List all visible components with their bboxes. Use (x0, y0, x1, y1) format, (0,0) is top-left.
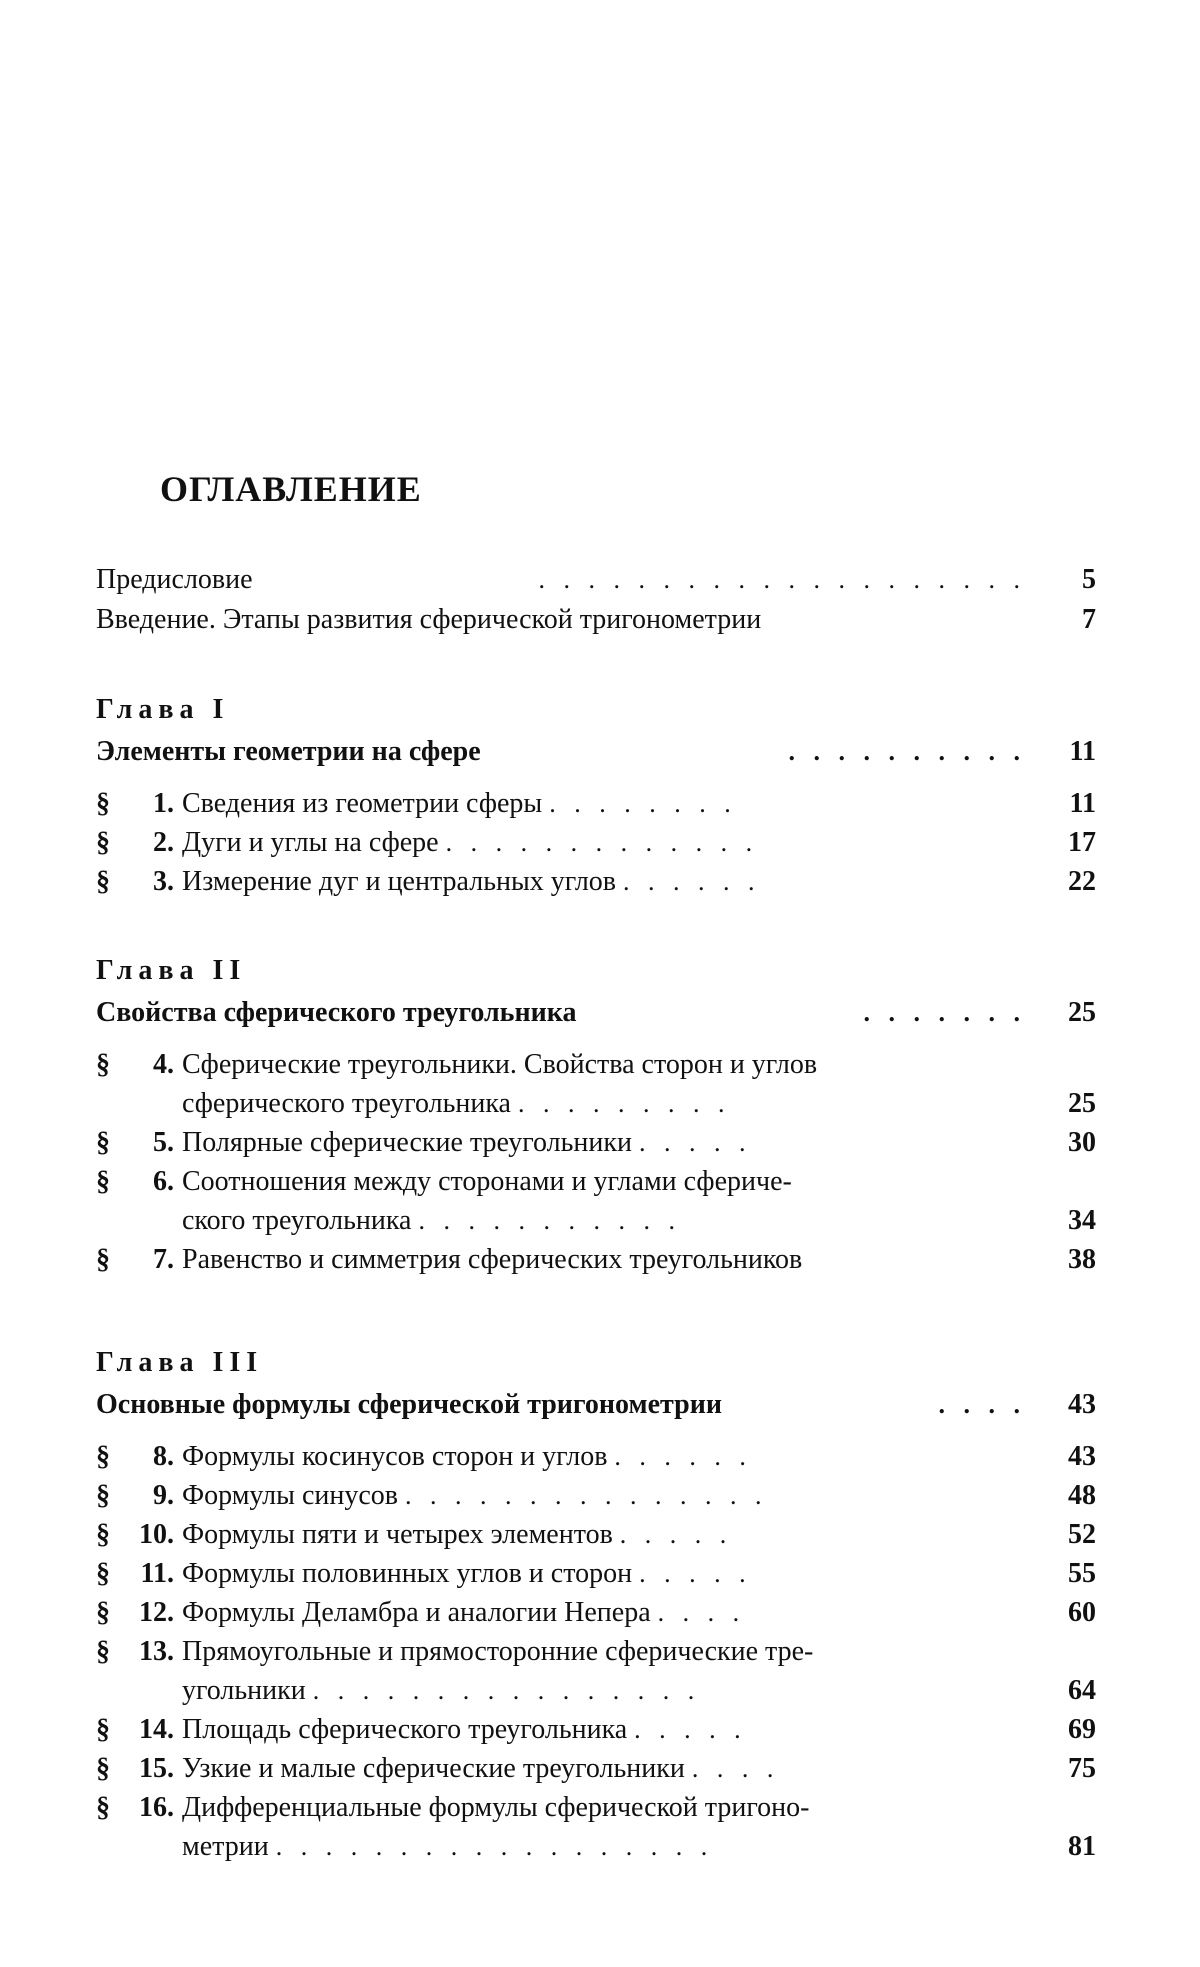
section-number: 1. (153, 788, 174, 819)
section-sign: § (96, 1519, 110, 1550)
leader-dots: . . . . . . . . . . . . . . . . (312, 1676, 701, 1705)
chapter-title-label: Свойства сферического треугольника (96, 997, 577, 1028)
toc-section (96, 1788, 1096, 1866)
section-title: Сферические треугольники. Свойства сторон и углов (182, 1049, 818, 1080)
toc-section (96, 1749, 1096, 1788)
leader-dots: . . . . (691, 1754, 780, 1783)
page-number: 75 (1068, 1753, 1096, 1784)
chapter-heading: Глава II (96, 955, 247, 986)
page-number: 25 (1068, 997, 1096, 1028)
section-title: Формулы Деламбра и аналогии Непера (182, 1597, 651, 1628)
section-sign: § (96, 1753, 110, 1784)
toc-entry-preface (96, 560, 1096, 600)
leader-dots: . . . . . . . . . . (788, 737, 1026, 766)
section-sign: § (96, 1792, 110, 1823)
section-title: Дифференциальные формулы сферической тригоно- (182, 1792, 810, 1823)
section-title-cont: ского треугольника (182, 1205, 412, 1236)
section-title: Соотношения между сторонами и углами сфериче- (182, 1166, 792, 1197)
section-sign: § (96, 1049, 110, 1080)
section-number: 12. (139, 1597, 174, 1628)
section-sign: § (96, 1558, 110, 1589)
section-title: Равенство и симметрия сферических треугольников (182, 1244, 803, 1275)
page-number: 48 (1068, 1480, 1096, 1511)
toc-section (96, 1437, 1096, 1476)
page-number: 30 (1068, 1127, 1096, 1158)
leader-dots: . . . . . . . . . . . . . (445, 828, 759, 857)
leader-dots: . . . . . . . . . . . . . . . . . . . . (538, 565, 1026, 594)
leader-dots: . . . . . (639, 1559, 752, 1588)
toc-section (96, 1123, 1096, 1162)
section-number: 15. (139, 1753, 174, 1784)
page-number: 60 (1068, 1597, 1096, 1628)
page-number: 7 (1082, 604, 1096, 635)
toc-section (96, 1554, 1096, 1593)
toc-section (96, 862, 1096, 901)
section-title: Измерение дуг и центральных углов (182, 866, 617, 897)
section-number: 13. (139, 1636, 174, 1667)
chapter-title-label: Элементы геометрии на сфере (96, 736, 481, 767)
section-sign: § (96, 1244, 110, 1275)
section-title: Формулы половинных углов и сторон (182, 1558, 633, 1589)
section-sign: § (96, 1714, 110, 1745)
leader-dots: . . . . . . . . (549, 789, 737, 818)
page-number: 64 (1068, 1675, 1096, 1706)
page-number: 11 (1069, 788, 1096, 819)
section-sign: § (96, 1441, 110, 1472)
page-title: ОГЛАВЛЕНИЕ (160, 469, 422, 509)
section-title: Сведения из геометрии сферы (182, 788, 543, 819)
chapter-title (96, 730, 1096, 774)
section-sign: § (96, 1636, 110, 1667)
page-number: 22 (1068, 866, 1096, 897)
leader-dots: . . . . . . . . . . . (418, 1206, 681, 1235)
chapter-title-label: Основные формулы сферической тригонометрии (96, 1389, 722, 1420)
toc-section (96, 1593, 1096, 1632)
leader-dots: . . . . . . . (863, 998, 1026, 1027)
page-number: 52 (1068, 1519, 1096, 1550)
section-number: 7. (153, 1244, 174, 1275)
page-number: 11 (1069, 736, 1096, 767)
section-number: 11. (140, 1558, 174, 1589)
section-title: Формулы пяти и четырех элементов (182, 1519, 613, 1550)
section-number: 8. (153, 1441, 174, 1472)
page-number: 43 (1068, 1441, 1096, 1472)
page-number: 5 (1082, 564, 1096, 595)
toc-entry-introduction (96, 600, 1096, 640)
toc-section (96, 1515, 1096, 1554)
section-number: 9. (153, 1480, 174, 1511)
page-number: 81 (1068, 1831, 1096, 1862)
leader-dots: . . . . . . (623, 867, 761, 896)
page-number: 55 (1068, 1558, 1096, 1589)
section-number: 14. (139, 1714, 174, 1745)
page-number: 69 (1068, 1714, 1096, 1745)
toc-section (96, 1632, 1096, 1710)
section-number: 5. (153, 1127, 174, 1158)
section-sign: § (96, 827, 110, 858)
section-title: Узкие и малые сферические треугольники (182, 1753, 685, 1784)
section-title: Формулы синусов (182, 1480, 399, 1511)
section-number: 10. (139, 1519, 174, 1550)
leader-dots: . . . . . . . . . . . . . . . (405, 1481, 768, 1510)
page-number: 25 (1068, 1088, 1096, 1119)
chapter-title (96, 991, 1096, 1035)
section-sign: § (96, 788, 110, 819)
entry-label: Предисловие (96, 564, 253, 595)
section-title: Площадь сферического треугольника (182, 1714, 628, 1745)
leader-dots: . . . . . . (614, 1442, 752, 1471)
section-sign: § (96, 866, 110, 897)
section-sign: § (96, 1597, 110, 1628)
section-number: 6. (153, 1166, 174, 1197)
leader-dots: . . . . . (619, 1520, 733, 1549)
page-number: 38 (1068, 1244, 1096, 1275)
chapter-title (96, 1383, 1096, 1427)
entry-label: Введение. Этапы развития сферической тригонометрии (96, 604, 762, 635)
page-number: 17 (1068, 827, 1096, 858)
toc-section (96, 1476, 1096, 1515)
section-sign: § (96, 1166, 110, 1197)
section-title: Формулы косинусов сторон и углов (182, 1441, 608, 1472)
leader-dots: . . . . . . . . . . . . . . . . . . (275, 1832, 714, 1861)
toc-section (96, 1240, 1096, 1279)
leader-dots: . . . . . . . . . (517, 1089, 731, 1118)
section-title: Дуги и углы на сфере (182, 827, 439, 858)
toc-section (96, 1162, 1096, 1240)
page-number: 43 (1068, 1389, 1096, 1420)
section-number: 4. (153, 1049, 174, 1080)
toc-section (96, 1710, 1096, 1749)
leader-dots: . . . . . (638, 1128, 752, 1157)
toc-section (96, 823, 1096, 862)
section-title-cont: угольники (182, 1675, 306, 1706)
toc-section (96, 784, 1096, 823)
leader-dots: . . . . (938, 1390, 1026, 1419)
leader-dots: . . . . (657, 1598, 746, 1627)
section-sign: § (96, 1480, 110, 1511)
section-title-cont: сферического треугольника (182, 1088, 511, 1119)
section-number: 16. (139, 1792, 174, 1823)
section-title: Полярные сферические треугольники (182, 1127, 632, 1158)
section-title: Прямоугольные и прямосторонние сферические тре- (182, 1636, 814, 1667)
section-number: 2. (153, 827, 174, 858)
page-number: 34 (1068, 1205, 1096, 1236)
section-title-cont: метрии (182, 1831, 269, 1862)
chapter-heading: Глава I (96, 694, 230, 725)
chapter-heading: Глава III (96, 1347, 264, 1378)
section-number: 3. (153, 866, 174, 897)
table-of-contents (96, 560, 1096, 1866)
section-sign: § (96, 1127, 110, 1158)
toc-section (96, 1045, 1096, 1123)
leader-dots: . . . . . (634, 1715, 747, 1744)
